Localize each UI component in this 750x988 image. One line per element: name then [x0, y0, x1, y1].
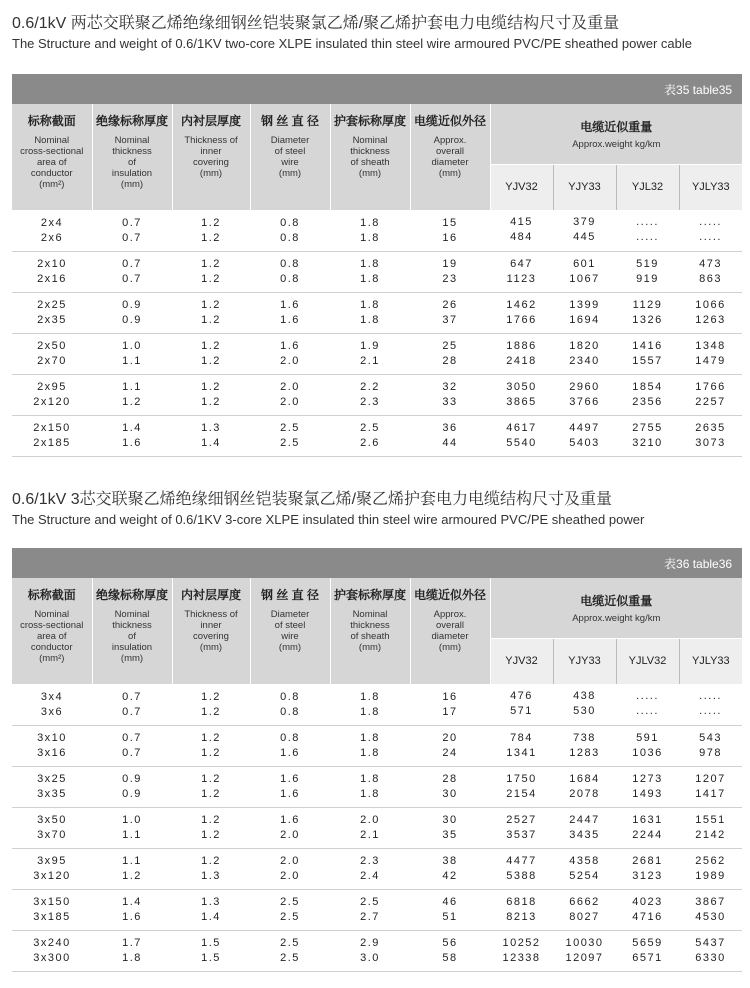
cell-area: 3x50 3x70	[12, 807, 92, 848]
cell-weight-2: 438 530	[553, 684, 616, 725]
table-row	[12, 292, 742, 333]
cell-weight-3: 4023 4716	[616, 889, 679, 930]
cell-sheath: 1.8 1.8	[330, 251, 410, 292]
cell-diameter: 16 17	[410, 684, 490, 725]
header-sheath: 护套标称厚度 Nominal thickness of sheath (mm)	[330, 578, 410, 684]
cell-diameter: 46 51	[410, 889, 490, 930]
cell-weight-1: 3050 3865	[490, 374, 553, 415]
header-steel-wire: 钢 丝 直 径 Diameter of steel wire (mm)	[250, 104, 330, 210]
cell-insulation: 0.7 0.7	[92, 210, 172, 251]
cell-area: 2x4 2x6	[12, 210, 92, 251]
cell-weight-3: 591 1036	[616, 725, 679, 766]
cell-insulation: 0.9 0.9	[92, 766, 172, 807]
cell-weight-4: ..... .....	[679, 684, 742, 725]
cell-steel-wire: 2.5 2.5	[250, 930, 330, 971]
cell-weight-2: 738 1283	[553, 725, 616, 766]
cell-area: 3x240 3x300	[12, 930, 92, 971]
cell-steel-wire: 0.8 0.8	[250, 684, 330, 725]
cell-steel-wire: 0.8 1.6	[250, 725, 330, 766]
cell-insulation: 0.7 0.7	[92, 684, 172, 725]
cell-area: 3x95 3x120	[12, 848, 92, 889]
table-row	[12, 251, 742, 292]
cell-insulation: 1.0 1.1	[92, 807, 172, 848]
cell-weight-1: 647 1123	[490, 251, 553, 292]
table-row	[12, 848, 742, 889]
cell-weight-1: 4477 5388	[490, 848, 553, 889]
cell-weight-1: 476 571	[490, 684, 553, 725]
weight-type: YJLY33	[679, 164, 742, 210]
cell-weight-4: 1348 1479	[679, 333, 742, 374]
cell-weight-4: ..... .....	[679, 210, 742, 251]
header-insulation: 绝缘标称厚度 Nominal thickness of insulation (mm)	[92, 104, 172, 210]
cell-weight-2: 1820 2340	[553, 333, 616, 374]
cell-weight-2: 10030 12097	[553, 930, 616, 971]
cell-weight-1: 1750 2154	[490, 766, 553, 807]
cell-weight-4: 543 978	[679, 725, 742, 766]
cell-diameter: 15 16	[410, 210, 490, 251]
cell-weight-4: 5437 6330	[679, 930, 742, 971]
cell-steel-wire: 1.6 2.0	[250, 333, 330, 374]
cell-inner-covering: 1.2 1.2	[172, 374, 250, 415]
cell-area: 3x4 3x6	[12, 684, 92, 725]
weight-type: YJL32	[616, 164, 679, 210]
header-weight: 电缆近似重量 Approx.weight kg/km	[490, 104, 742, 164]
cell-weight-3: 1129 1326	[616, 292, 679, 333]
cell-inner-covering: 1.3 1.4	[172, 415, 250, 456]
cell-weight-2: 2960 3766	[553, 374, 616, 415]
section-title-cn: 0.6/1kV 两芯交联聚乙烯绝缘细钢丝铠装聚氯乙烯/聚乙烯护套电力电缆结构尺寸及重量	[12, 15, 620, 32]
cell-diameter: 28 30	[410, 766, 490, 807]
cell-weight-3: 1854 2356	[616, 374, 679, 415]
table-row	[12, 766, 742, 807]
section-title-en: The Structure and weight of 0.6/1KV two-core XLPE insulated thin steel wire armoured PVC/PE sheathed power cable	[12, 36, 692, 51]
header-diameter: 电缆近似外径 Approx. overall diameter (mm)	[410, 104, 490, 210]
header-sheath: 护套标称厚度 Nominal thickness of sheath (mm)	[330, 104, 410, 210]
cell-sheath: 2.3 2.4	[330, 848, 410, 889]
cell-weight-3: 519 919	[616, 251, 679, 292]
cell-steel-wire: 0.8 0.8	[250, 210, 330, 251]
header-inner-covering: 内衬层厚度 Thickness of inner covering (mm)	[172, 578, 250, 684]
cell-area: 3x25 3x35	[12, 766, 92, 807]
cell-weight-1: 784 1341	[490, 725, 553, 766]
cell-weight-4: 3867 4530	[679, 889, 742, 930]
cell-steel-wire: 0.8 0.8	[250, 251, 330, 292]
cell-sheath: 1.8 1.8	[330, 292, 410, 333]
cell-weight-2: 1684 2078	[553, 766, 616, 807]
cell-insulation: 1.4 1.6	[92, 889, 172, 930]
spec-table	[12, 74, 742, 457]
cell-weight-2: 4497 5403	[553, 415, 616, 456]
table-row	[12, 684, 742, 725]
header-insulation: 绝缘标称厚度 Nominal thickness of insulation (mm)	[92, 578, 172, 684]
weight-type: YJLY33	[679, 638, 742, 684]
cell-weight-3: 5659 6571	[616, 930, 679, 971]
header-area: 标称截面 Nominal cross-sectional area of conductor (mm²)	[12, 104, 92, 210]
cell-diameter: 20 24	[410, 725, 490, 766]
cell-inner-covering: 1.2 1.2	[172, 210, 250, 251]
cell-weight-3: ..... .....	[616, 210, 679, 251]
cell-weight-3: ..... .....	[616, 684, 679, 725]
cell-weight-1: 10252 12338	[490, 930, 553, 971]
cell-sheath: 2.5 2.6	[330, 415, 410, 456]
cell-sheath: 1.8 1.8	[330, 210, 410, 251]
table-row	[12, 889, 742, 930]
cell-area: 3x150 3x185	[12, 889, 92, 930]
table-row	[12, 333, 742, 374]
cell-steel-wire: 1.6 2.0	[250, 807, 330, 848]
cell-diameter: 56 58	[410, 930, 490, 971]
cell-weight-1: 415 484	[490, 210, 553, 251]
weight-type: YJLV32	[616, 638, 679, 684]
cell-insulation: 0.7 0.7	[92, 251, 172, 292]
cell-inner-covering: 1.2 1.2	[172, 766, 250, 807]
cell-sheath: 2.9 3.0	[330, 930, 410, 971]
cell-diameter: 19 23	[410, 251, 490, 292]
table-row	[12, 807, 742, 848]
cell-weight-3: 2681 3123	[616, 848, 679, 889]
cell-weight-1: 1462 1766	[490, 292, 553, 333]
cell-insulation: 0.7 0.7	[92, 725, 172, 766]
cell-steel-wire: 1.6 1.6	[250, 292, 330, 333]
header-steel-wire: 钢 丝 直 径 Diameter of steel wire (mm)	[250, 578, 330, 684]
cell-weight-2: 1399 1694	[553, 292, 616, 333]
cell-inner-covering: 1.3 1.4	[172, 889, 250, 930]
cell-inner-covering: 1.2 1.2	[172, 725, 250, 766]
cell-weight-3: 1631 2244	[616, 807, 679, 848]
cell-steel-wire: 2.5 2.5	[250, 889, 330, 930]
header-inner-covering: 内衬层厚度 Thickness of inner covering (mm)	[172, 104, 250, 210]
cell-insulation: 1.4 1.6	[92, 415, 172, 456]
cell-sheath: 2.0 2.1	[330, 807, 410, 848]
cell-inner-covering: 1.2 1.2	[172, 333, 250, 374]
cell-weight-4: 473 863	[679, 251, 742, 292]
cell-weight-2: 379 445	[553, 210, 616, 251]
table-row	[12, 415, 742, 456]
section-title-cn: 0.6/1kV 3芯交联聚乙烯绝缘细钢丝铠装聚氯乙烯/聚乙烯护套电力电缆结构尺寸及重量	[12, 491, 613, 508]
cell-weight-2: 601 1067	[553, 251, 616, 292]
section-title-en: The Structure and weight of 0.6/1KV 3-core XLPE insulated thin steel wire armoured PVC/PE sheathed power	[12, 512, 645, 527]
cell-diameter: 30 35	[410, 807, 490, 848]
cell-area: 2x50 2x70	[12, 333, 92, 374]
cell-weight-1: 1886 2418	[490, 333, 553, 374]
cell-weight-4: 1766 2257	[679, 374, 742, 415]
cell-weight-1: 4617 5540	[490, 415, 553, 456]
cell-weight-2: 2447 3435	[553, 807, 616, 848]
header-diameter: 电缆近似外径 Approx. overall diameter (mm)	[410, 578, 490, 684]
cell-diameter: 36 44	[410, 415, 490, 456]
table-label: 表36 table36	[12, 548, 742, 578]
cell-inner-covering: 1.2 1.2	[172, 292, 250, 333]
cell-inner-covering: 1.5 1.5	[172, 930, 250, 971]
cell-area: 2x25 2x35	[12, 292, 92, 333]
spec-table	[12, 548, 742, 972]
cell-weight-2: 4358 5254	[553, 848, 616, 889]
cell-inner-covering: 1.2 1.3	[172, 848, 250, 889]
cell-insulation: 1.0 1.1	[92, 333, 172, 374]
cell-weight-3: 1273 1493	[616, 766, 679, 807]
cell-weight-4: 2562 1989	[679, 848, 742, 889]
weight-type: YJV32	[490, 164, 553, 210]
table-row	[12, 374, 742, 415]
cell-insulation: 1.7 1.8	[92, 930, 172, 971]
cell-insulation: 0.9 0.9	[92, 292, 172, 333]
cell-diameter: 32 33	[410, 374, 490, 415]
cell-weight-4: 1551 2142	[679, 807, 742, 848]
header-weight: 电缆近似重量 Approx.weight kg/km	[490, 578, 742, 638]
cell-weight-4: 1207 1417	[679, 766, 742, 807]
weight-type: YJY33	[553, 638, 616, 684]
cell-sheath: 1.8 1.8	[330, 766, 410, 807]
cell-diameter: 26 37	[410, 292, 490, 333]
cell-area: 3x10 3x16	[12, 725, 92, 766]
cell-weight-3: 2755 3210	[616, 415, 679, 456]
header-area: 标称截面 Nominal cross-sectional area of conductor (mm²)	[12, 578, 92, 684]
cell-sheath: 1.8 1.8	[330, 684, 410, 725]
cell-area: 2x95 2x120	[12, 374, 92, 415]
cell-inner-covering: 1.2 1.2	[172, 684, 250, 725]
cell-weight-3: 1416 1557	[616, 333, 679, 374]
weight-type: YJV32	[490, 638, 553, 684]
cell-inner-covering: 1.2 1.2	[172, 251, 250, 292]
cell-weight-1: 6818 8213	[490, 889, 553, 930]
cell-insulation: 1.1 1.2	[92, 374, 172, 415]
cell-steel-wire: 2.0 2.0	[250, 848, 330, 889]
cell-sheath: 2.2 2.3	[330, 374, 410, 415]
cell-area: 2x150 2x185	[12, 415, 92, 456]
table-row	[12, 210, 742, 251]
table-row	[12, 930, 742, 971]
cell-diameter: 25 28	[410, 333, 490, 374]
cell-weight-1: 2527 3537	[490, 807, 553, 848]
cell-sheath: 1.8 1.8	[330, 725, 410, 766]
cell-weight-2: 6662 8027	[553, 889, 616, 930]
cell-sheath: 2.5 2.7	[330, 889, 410, 930]
cell-weight-4: 2635 3073	[679, 415, 742, 456]
cell-inner-covering: 1.2 1.2	[172, 807, 250, 848]
cell-steel-wire: 2.5 2.5	[250, 415, 330, 456]
cell-weight-4: 1066 1263	[679, 292, 742, 333]
cell-sheath: 1.9 2.1	[330, 333, 410, 374]
cell-diameter: 38 42	[410, 848, 490, 889]
weight-type: YJY33	[553, 164, 616, 210]
table-row	[12, 725, 742, 766]
cell-insulation: 1.1 1.2	[92, 848, 172, 889]
cell-steel-wire: 2.0 2.0	[250, 374, 330, 415]
table-label: 表35 table35	[12, 74, 742, 104]
cell-area: 2x10 2x16	[12, 251, 92, 292]
cell-steel-wire: 1.6 1.6	[250, 766, 330, 807]
